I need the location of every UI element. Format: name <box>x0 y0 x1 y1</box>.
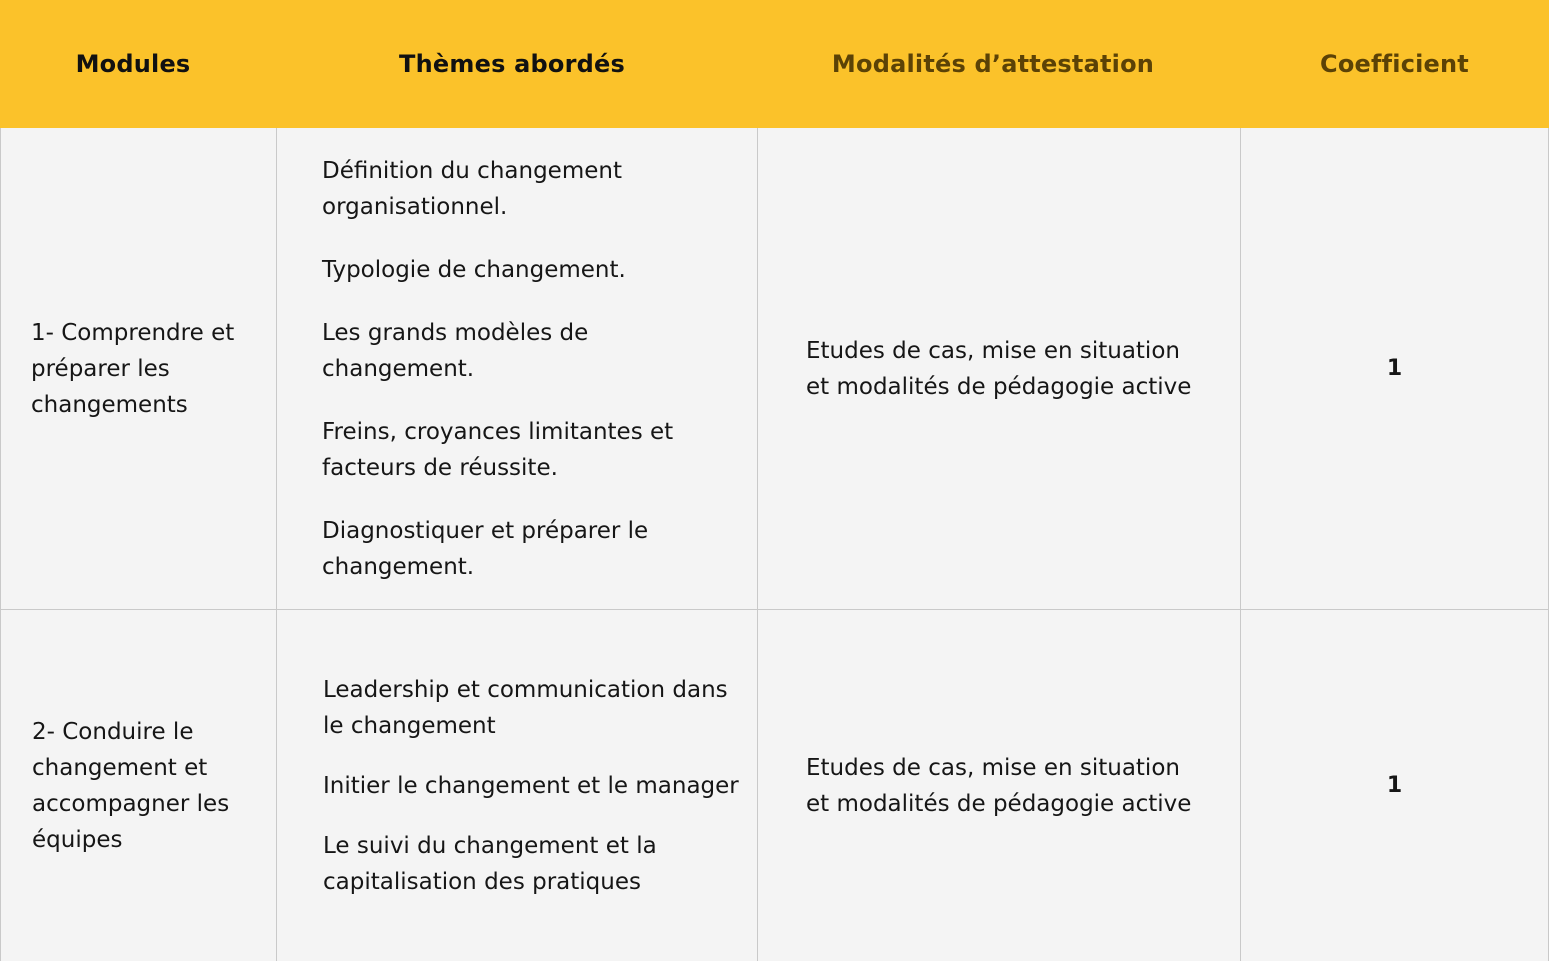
attestation-text: Etudes de cas, mise en situation et modalités de pédagogie active <box>806 754 1192 817</box>
coefficient-value: 1 <box>1386 773 1403 798</box>
module-cell <box>32 610 262 961</box>
grid-line <box>276 128 277 961</box>
themes-cell <box>323 610 743 961</box>
module-cell <box>31 128 261 609</box>
theme-item: Typologie de changement. <box>322 256 626 283</box>
attestation-text: Etudes de cas, mise en situation et modalités de pédagogie active <box>806 337 1192 400</box>
attestation-cell <box>806 610 1206 961</box>
module-label: 1- Comprendre et préparer les changements <box>31 319 235 418</box>
header-coefficient: Coefficient <box>1320 50 1469 78</box>
header-themes: Thèmes abordés <box>399 50 625 78</box>
table-header <box>0 0 1549 128</box>
theme-item: Freins, croyances limitantes et facteurs de réussite. <box>322 418 674 481</box>
theme-item: Initier le changement et le manager <box>323 772 739 799</box>
theme-item: Le suivi du changement et la capitalisation des pratiques <box>323 832 657 895</box>
attestation-cell <box>806 128 1206 609</box>
module-label: 2- Conduire le changement et accompagner les équipes <box>32 718 230 853</box>
theme-item: Définition du changement organisationnel. <box>322 157 622 220</box>
grid-line <box>1240 128 1241 961</box>
table-row <box>0 610 1549 961</box>
theme-item: Leadership et communication dans le changement <box>323 676 728 739</box>
theme-item: Les grands modèles de changement. <box>322 319 589 382</box>
coefficient-cell <box>1240 128 1549 609</box>
grid-line <box>0 128 1 961</box>
table-row <box>0 128 1549 610</box>
themes-cell <box>322 128 742 609</box>
header-attestation: Modalités d’attestation <box>831 50 1155 78</box>
header-modules: Modules <box>75 50 191 78</box>
grid-line <box>757 128 758 961</box>
theme-item: Diagnostiquer et préparer le changement. <box>322 517 649 580</box>
coefficient-value: 1 <box>1386 356 1403 381</box>
coefficient-cell <box>1240 610 1549 961</box>
